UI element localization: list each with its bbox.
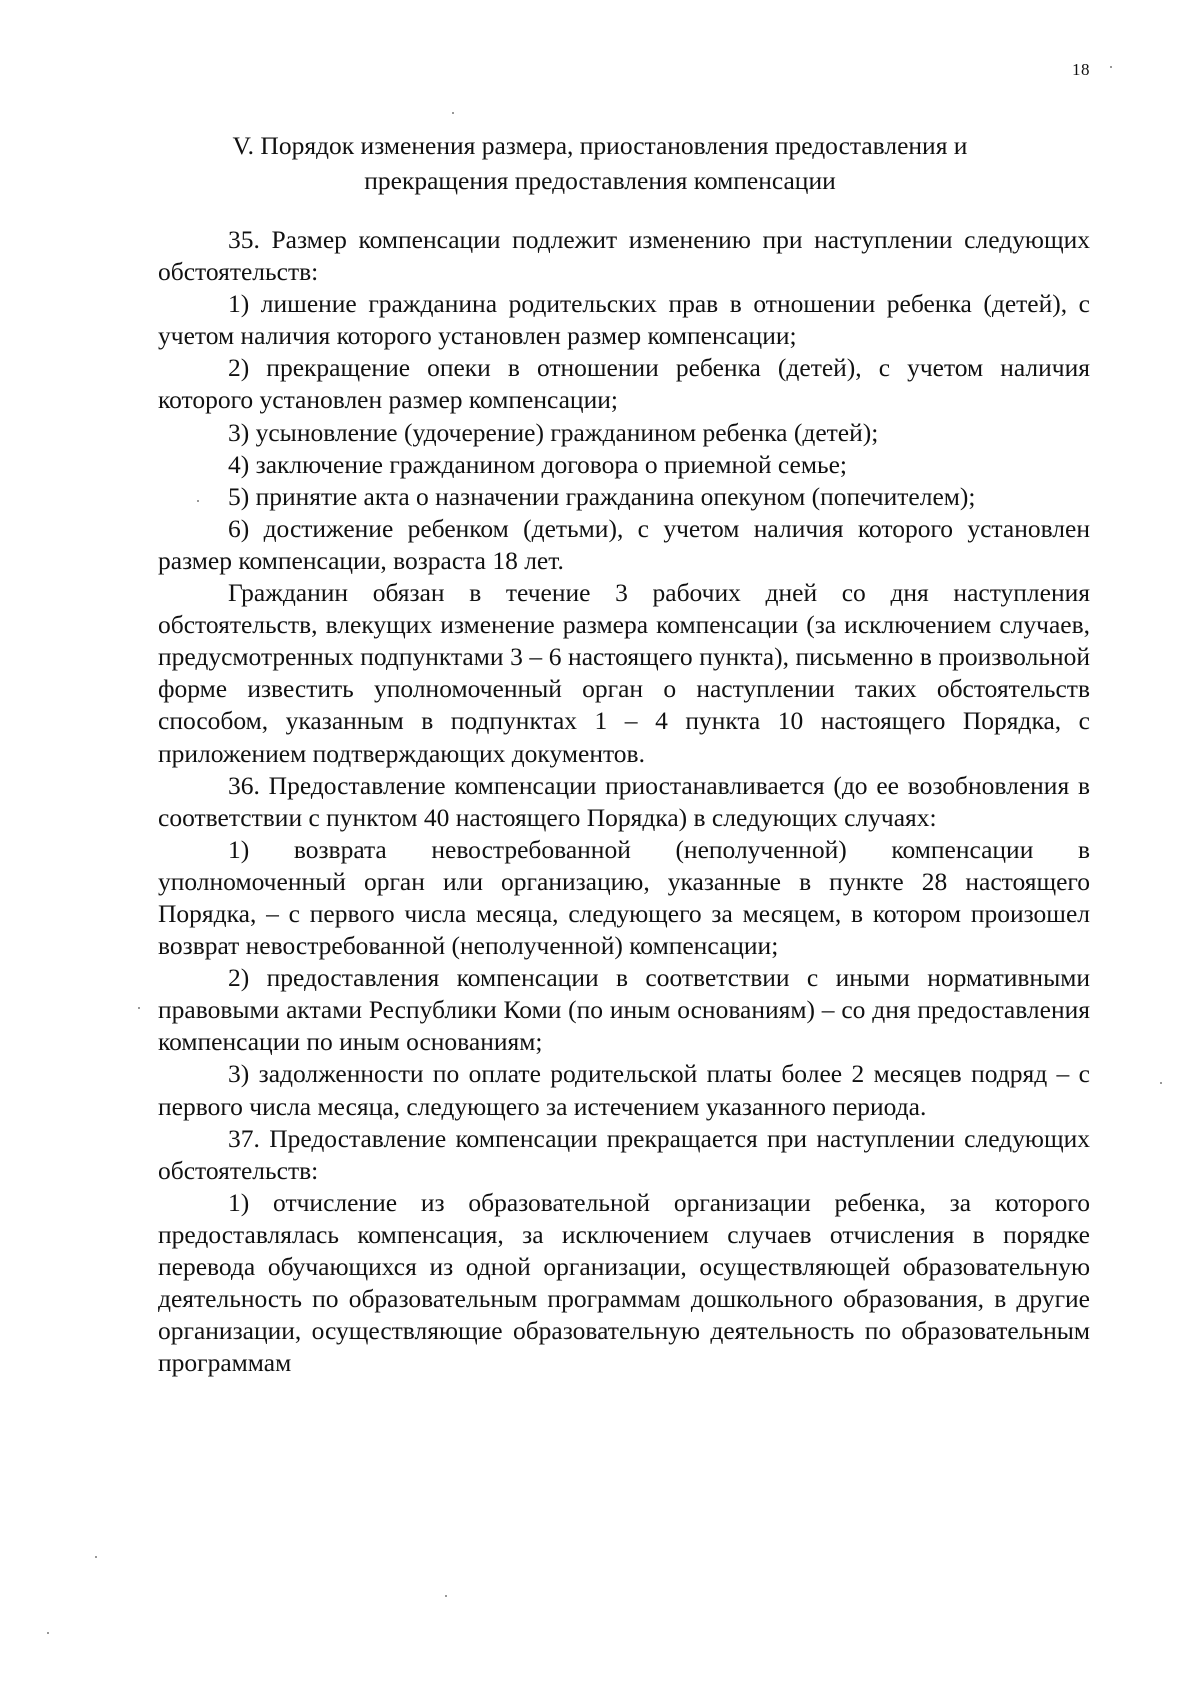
- scan-speck: [1160, 1082, 1162, 1084]
- paragraph-35-item-6: 6) достижение ребенком (детьми), с учетом наличия которого установлен размер компенсации, возраста 18 лет.: [158, 513, 1090, 575]
- paragraph-35-item-1: 1) лишение гражданина родительских прав в отношении ребенка (детей), с учетом наличия которого установлен размер компенсации;: [158, 289, 1090, 351]
- paragraph-37-intro: 37. Предоставление компенсации прекращается при наступлении следующих обстоятельств:: [158, 1123, 1090, 1185]
- scan-speck: [197, 500, 199, 502]
- scan-speck: [445, 1595, 447, 1597]
- document-body: [158, 224, 1090, 1379]
- paragraph-36-item-1: 1) возврата невостребованной (неполученной) компенсации в уполномоченный орган или организацию, указанные в пункте 28 настоящего Порядка, – с первого числа месяца, следующего за месяцем, в котором произошел возврат невостребованной (неполученной) компенсации;: [158, 834, 1090, 961]
- paragraph-35-item-2: 2) прекращение опеки в отношении ребенка (детей), с учетом наличия которого установлен размер компенсации;: [158, 353, 1090, 415]
- section-heading: [150, 128, 1050, 198]
- scan-speck: [47, 1632, 49, 1634]
- paragraph-36-item-2: 2) предоставления компенсации в соответствии с иными нормативными правовыми актами Республики Коми (по иным основаниям) – со дня предоставления компенсации по иным основаниям;: [158, 963, 1090, 1057]
- paragraph-35-item-4: 4) заключение гражданином договора о приемной семье;: [228, 449, 847, 479]
- page-number: 18: [1072, 60, 1090, 79]
- paragraph-35-intro: 35. Размер компенсации подлежит изменению при наступлении следующих обстоятельств:: [158, 225, 1090, 287]
- section-heading-line-2: прекращения предоставления компенсации: [364, 166, 836, 195]
- paragraph-35-notice: Гражданин обязан в течение 3 рабочих дней со дня наступления обстоятельств, влекущих изменение размера компенсации (за исключением случаев, предусмотренных подпунктами 3 – 6 настоящего пункта), письменно в произвольной форме известить уполномоченный орган о наступлении таких обстоятельств способом, указанным в подпунктах 1 – 4 пункта 10 настоящего Порядка, с приложением подтверждающих документов.: [158, 578, 1090, 768]
- scan-speck: [1110, 66, 1112, 68]
- paragraph-35-item-5: 5) принятие акта о назначении гражданина опекуном (попечителем);: [228, 481, 976, 511]
- scan-speck: [95, 1556, 97, 1558]
- section-heading-line-1: V. Порядок изменения размера, приостановления предоставления и: [232, 131, 968, 160]
- scan-speck: [138, 1007, 140, 1009]
- paragraph-36-intro: 36. Предоставление компенсации приостанавливается (до ее возобновления в соответствии с пунктом 40 настоящего Порядка) в следующих случаях:: [158, 770, 1090, 832]
- paragraph-35-item-3: 3) усыновление (удочерение) гражданином ребенка (детей);: [228, 417, 879, 447]
- paragraph-37-item-1: 1) отчисление из образовательной организации ребенка, за которого предоставлялась компенсация, за исключением случаев отчисления в порядке перевода обучающихся из одной организации, осуществляющей образовательную деятельность по образовательным программам дошкольного образования, в другие организации, осуществляющие образовательную деятельность по образовательным программам: [158, 1187, 1090, 1378]
- paragraph-36-item-3: 3) задолженности по оплате родительской платы более 2 месяцев подряд – с первого числа месяца, следующего за истечением указанного периода.: [158, 1059, 1090, 1121]
- scan-speck: [452, 112, 454, 114]
